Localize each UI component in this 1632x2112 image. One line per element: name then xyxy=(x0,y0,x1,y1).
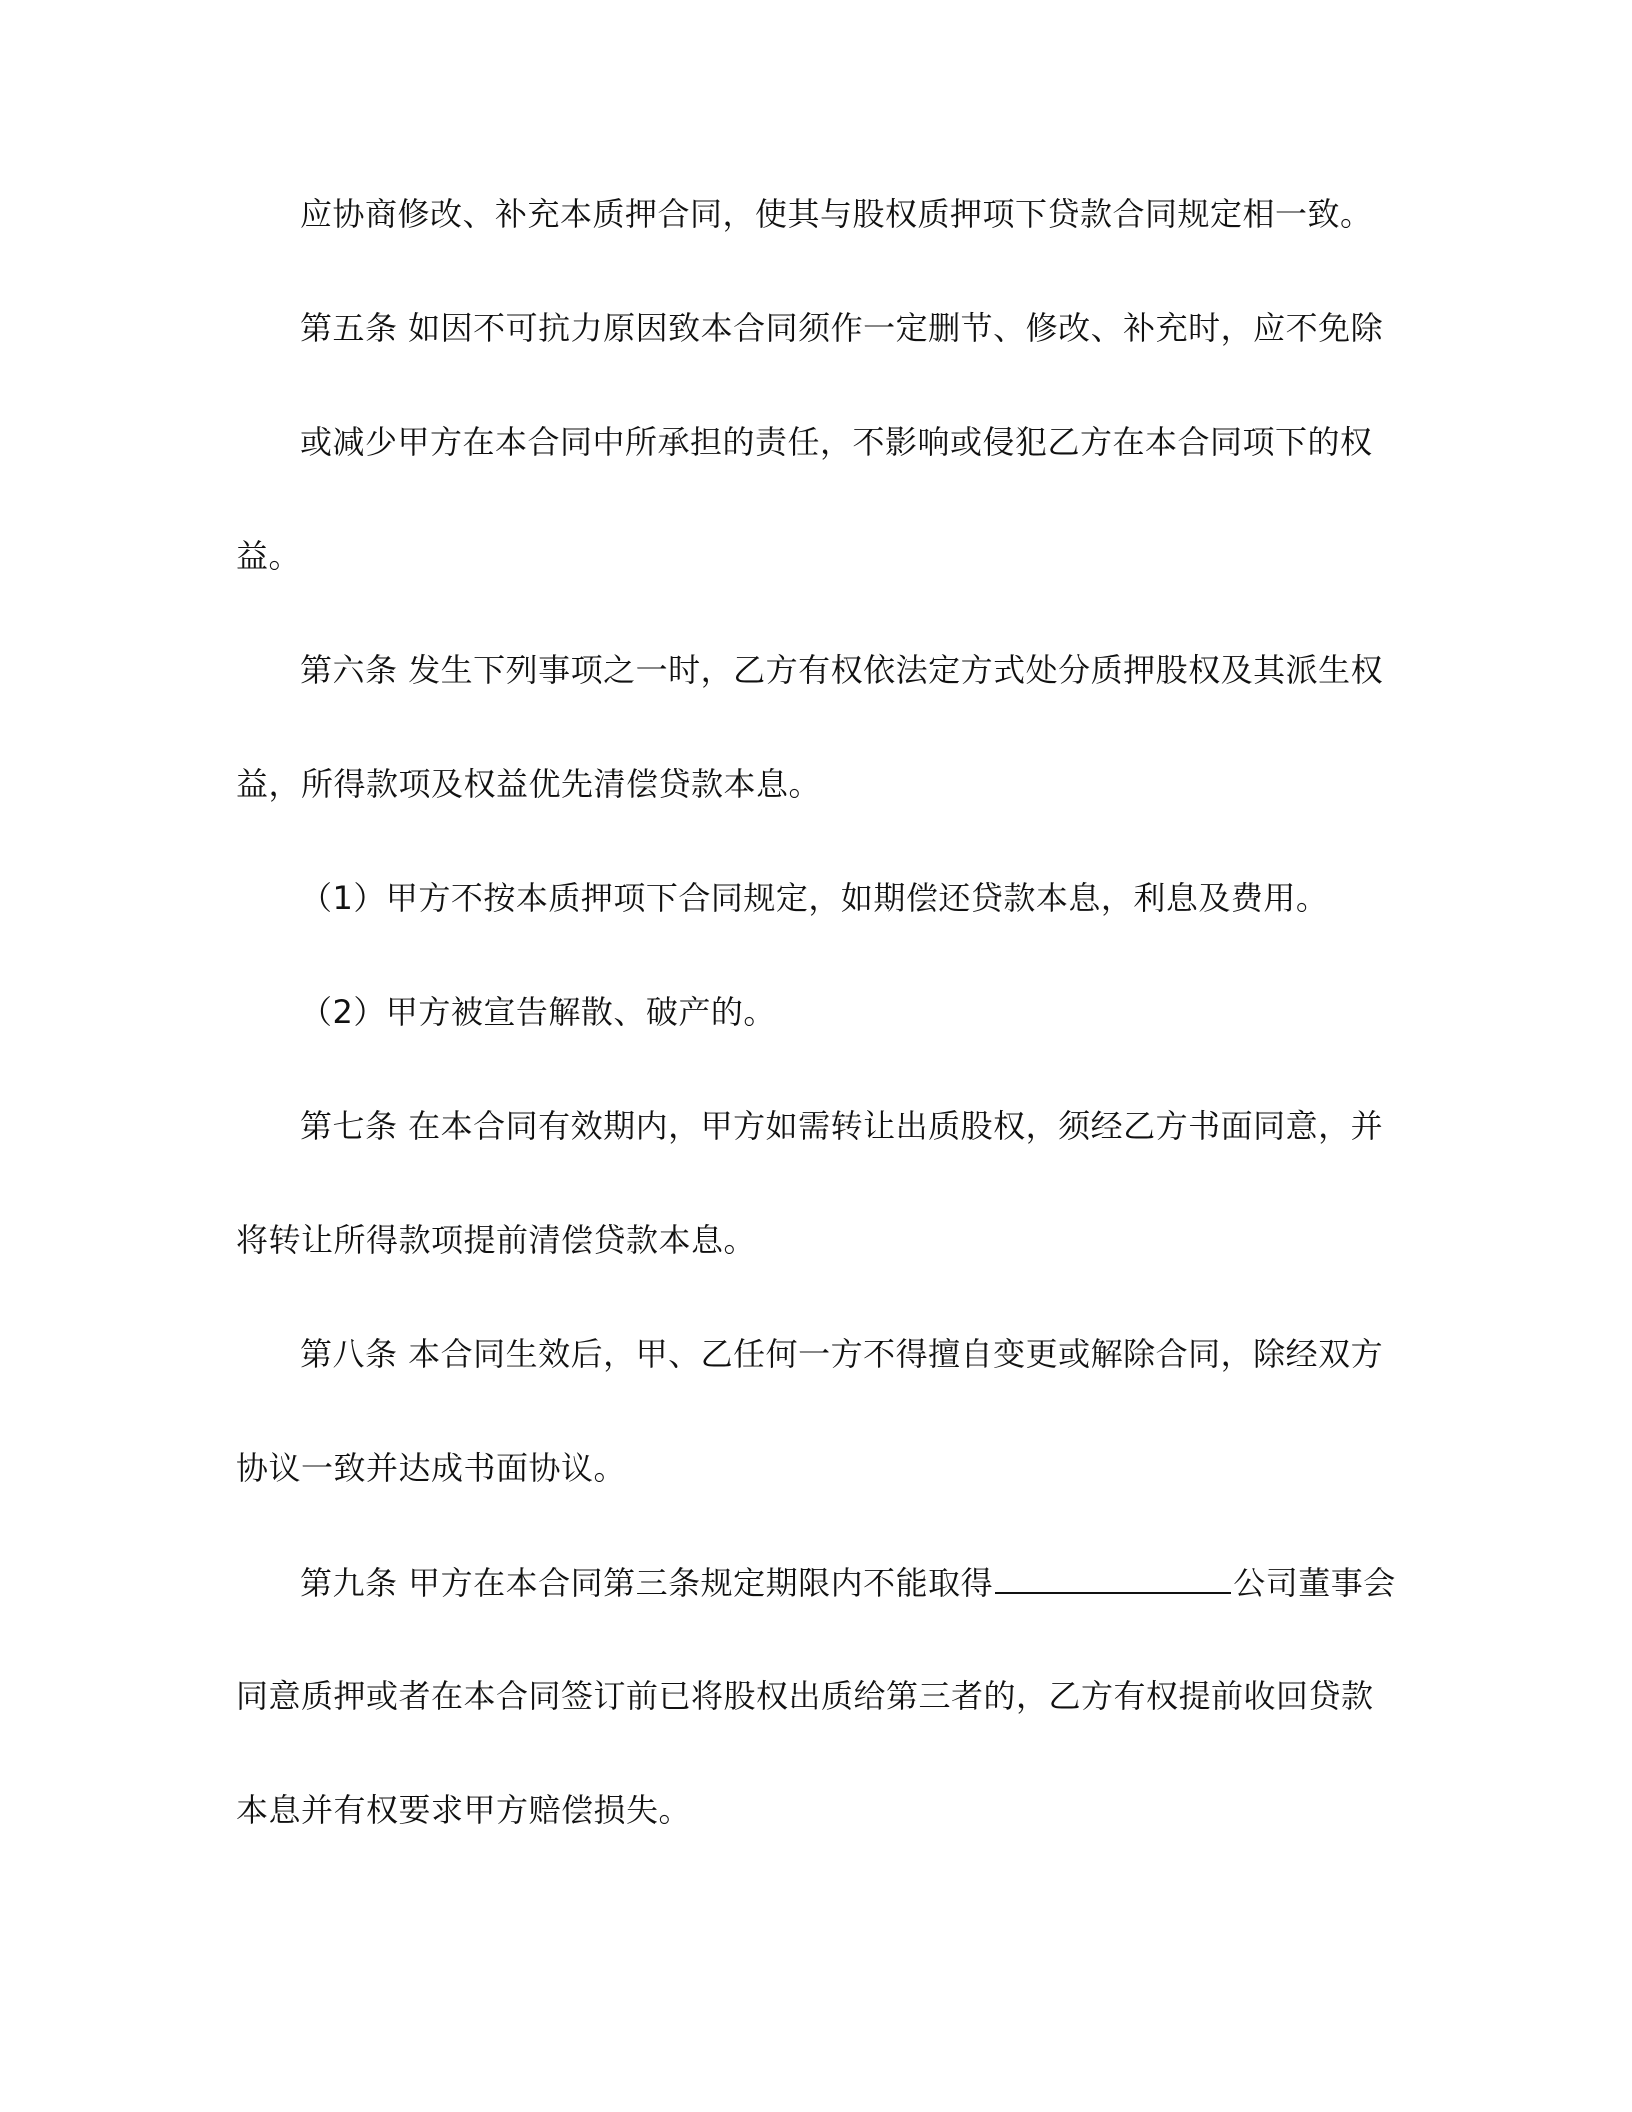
article-5-line-2: 或减少甲方在本合同中所承担的责任，不影响或侵犯乙方在本合同项下的权 xyxy=(300,423,1373,461)
article-6-item-2: （2）甲方被宣告解散、破产的。 xyxy=(300,993,776,1031)
article-6-line-2: 益，所得款项及权益优先清偿贷款本息。 xyxy=(236,765,822,803)
article-8-line-1: 第八条 本合同生效后，甲、乙任何一方不得擅自变更或解除合同，除经双方 xyxy=(300,1335,1384,1373)
article-9-line-2: 同意质押或者在本合同签订前已将股权出质给第三者的，乙方有权提前收回贷款 xyxy=(236,1677,1374,1715)
article-5-line-3: 益。 xyxy=(236,537,302,575)
article-7-line-2: 将转让所得款项提前清偿贷款本息。 xyxy=(236,1221,757,1259)
article-9-line-1 xyxy=(300,1562,1396,1603)
article-9-text-after-blank: 公司董事会 xyxy=(1233,1564,1396,1602)
article-6-line-1: 第六条 发生下列事项之一时，乙方有权依法定方式处分质押股权及其派生权 xyxy=(300,651,1384,689)
article-5-line-1: 第五条 如因不可抗力原因致本合同须作一定删节、修改、补充时，应不免除 xyxy=(300,309,1384,347)
paragraph-line-1: 应协商修改、补充本质押合同，使其与股权质押项下贷款合同规定相一致。 xyxy=(300,195,1373,233)
article-9-line-3: 本息并有权要求甲方赔偿损失。 xyxy=(236,1791,692,1829)
article-9-text-before-blank: 第九条 甲方在本合同第三条规定期限内不能取得 xyxy=(300,1564,994,1602)
article-7-line-1: 第七条 在本合同有效期内，甲方如需转让出质股权，须经乙方书面同意，并 xyxy=(300,1107,1384,1145)
company-name-blank xyxy=(995,1562,1231,1594)
article-8-line-2: 协议一致并达成书面协议。 xyxy=(236,1449,627,1487)
article-6-item-1: （1）甲方不按本质押项下合同规定，如期偿还贷款本息，利息及费用。 xyxy=(300,879,1329,917)
